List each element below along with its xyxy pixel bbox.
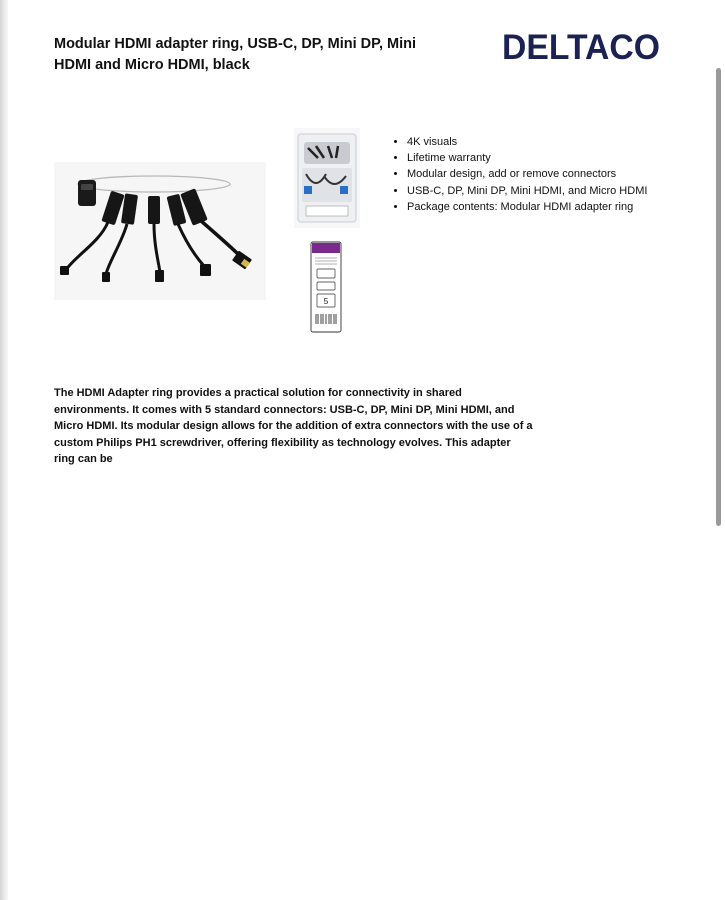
feature-item: • USB-C, DP, Mini DP, Mini HDMI, and Micro HDMI [407, 183, 697, 199]
deltaco-logo [500, 25, 665, 69]
deltaco-logo-text: DELTACO [502, 28, 660, 67]
feature-item: • Package contents: Modular HDMI adapter ring [407, 199, 697, 215]
feature-item: • Lifetime warranty [407, 150, 697, 166]
product-description: The HDMI Adapter ring provides a practical solution for connectivity in shared environments. It comes with 5 standard connectors: USB-C, DP, Mini DP, Mini HDMI, and Micro HDMI. Its modular design allows for the addition of extra connectors with the use of a custom Philips PH1 screwdriver, offering flexibility as technology evolves. This adapter ring can be [54, 387, 533, 465]
feature-item: • 4K visuals [407, 134, 697, 150]
page-left-edge [0, 0, 8, 900]
svg-text:5: 5 [323, 297, 329, 306]
feature-item: • Modular design, add or remove connectors [407, 166, 697, 182]
package-photo [294, 128, 360, 228]
product-photo [54, 162, 266, 300]
adapter-ring-image [60, 176, 252, 282]
feature-list [390, 134, 697, 215]
product-title: Modular HDMI adapter ring, USB-C, DP, Mini DP, Mini HDMI and Micro HDMI, black [54, 36, 416, 73]
vertical-scrollbar[interactable] [716, 68, 721, 526]
package-label-photo [305, 238, 347, 336]
